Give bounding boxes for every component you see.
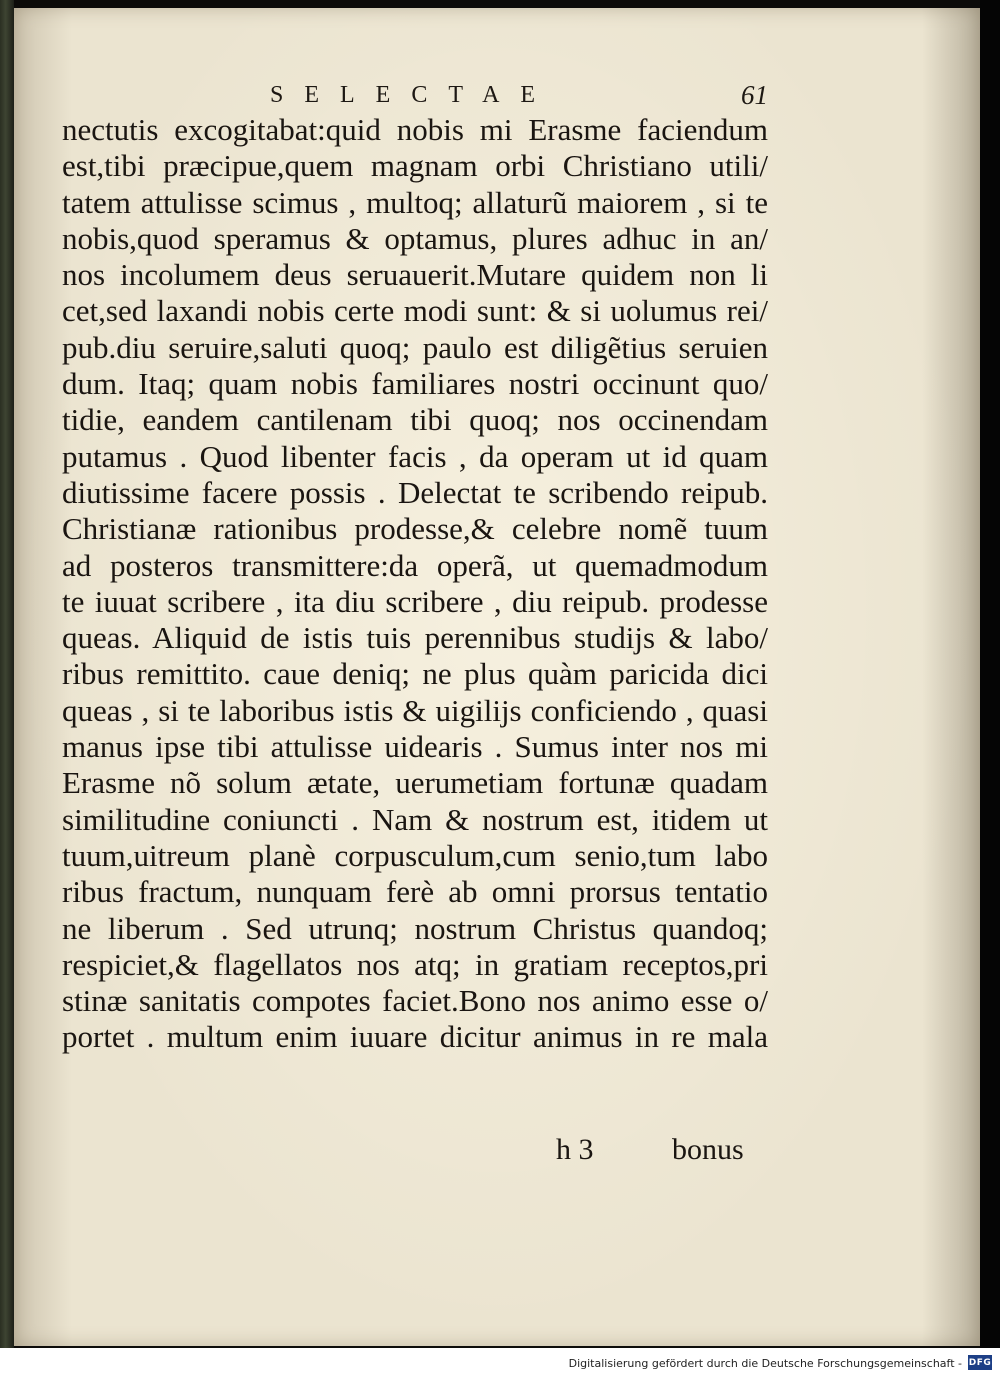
text-line: cet,sed laxandi nobis certe modi sunt: & si uolumus rei/: [62, 293, 768, 329]
running-head: SELECTAE: [270, 82, 557, 108]
book-edge-strip: [0, 0, 14, 1348]
text-line: portet . multum enim iuuare dicitur animus in re mala: [62, 1019, 768, 1055]
text-line: nos incolumem deus seruauerit.Mutare quidem non li: [62, 257, 768, 293]
text-line: ad posteros transmittere:da operã, ut quemadmodum: [62, 547, 768, 583]
page-number: 61: [741, 80, 768, 110]
text-line: nobis,quod speramus & optamus, plures adhuc in an/: [62, 220, 768, 256]
text-line: queas , si te laboribus istis & uigilijs conficiendo , quasi: [62, 692, 768, 728]
text-line: tidie, eandem cantilenam tibi quoq; nos occinendam: [62, 402, 768, 438]
text-line: similitudine coniuncti . Nam & nostrum est, itidem ut: [62, 801, 768, 837]
text-line: te iuuat scribere , ita diu scribere , diu reipub. prodesse: [62, 583, 768, 619]
text-line: nectutis excogitabat:quid nobis mi Erasme faciendum: [62, 112, 768, 147]
text-line: ribus remittito. caue deniq; ne plus quàm paricida dici: [62, 656, 768, 692]
text-line: diutissime facere possis . Delectat te scribendo reipub.: [62, 474, 768, 510]
text-line: stinæ sanitatis compotes faciet.Bono nos animo esse o/: [62, 983, 768, 1019]
text-line: putamus . Quod libenter facis , da operam ut id quam: [62, 438, 768, 474]
scan-background-right: [980, 0, 1000, 1348]
signature-mark: h 3: [556, 1133, 594, 1166]
dfg-logo-icon: DFG: [968, 1355, 992, 1370]
text-line: dum. Itaq; quam nobis familiares nostri occinunt quo/: [62, 366, 768, 402]
text-line: ribus fractum, nunquam ferè ab omni prorsus tentatio: [62, 874, 768, 910]
show-through-ink: [50, 1140, 220, 1170]
catchword: bonus: [672, 1133, 744, 1166]
text-line: Christianæ rationibus prodesse,& celebre nomẽ tuum: [62, 511, 768, 547]
text-line: tuum,uitreum planè corpusculum,cum senio,tum labo: [62, 837, 768, 873]
text-line: est,tibi præcipue,quem magnam orbi Christiano utili/: [62, 148, 768, 184]
text-line: tatem attulisse scimus , multoq; allaturũ maiorem , si te: [62, 184, 768, 220]
text-line: Erasme nõ solum ætate, uerumetiam fortunæ quadam: [62, 765, 768, 801]
funding-credit: Digitalisierung gefördert durch die Deutsche Forschungsgemeinschaft -: [568, 1357, 962, 1370]
text-line: respiciet,& flagellatos nos atq; in gratiam receptos,pri: [62, 946, 768, 982]
text-line: pub.diu seruire,saluti quoq; paulo est diligẽtius seruien: [62, 329, 768, 365]
text-line: ne liberum . Sed utrunq; nostrum Christus quandoq;: [62, 910, 768, 946]
text-line: manus ipse tibi attulisse uidearis . Sumus inter nos mi: [62, 729, 768, 765]
text-line: queas. Aliquid de istis tuis perennibus studijs & labo/: [62, 620, 768, 656]
body-text-block: [62, 112, 768, 1056]
